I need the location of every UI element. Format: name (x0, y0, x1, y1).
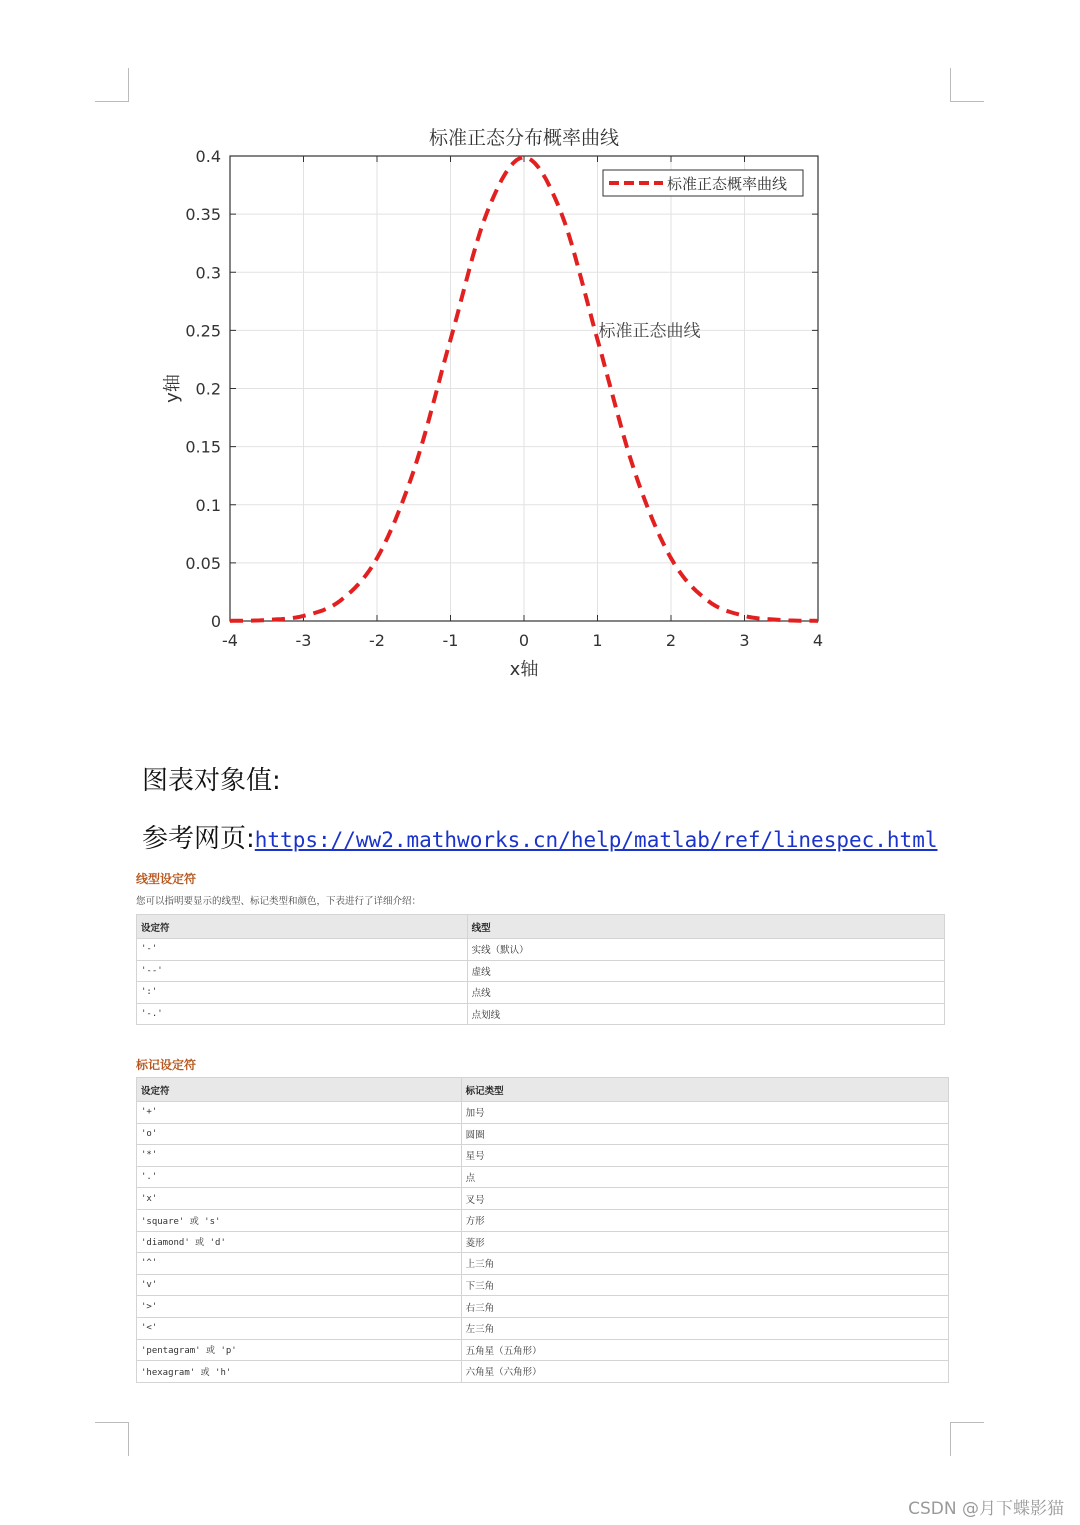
y-tick-label: 0.4 (195, 147, 221, 166)
curve-annotation: 标准正态曲线 (598, 321, 701, 342)
marker-spec-type-cell: 点 (461, 1166, 948, 1188)
marker-spec-type-cell: 加号 (461, 1102, 948, 1124)
marker-spec-type-cell: 五角星（五角形） (461, 1339, 948, 1361)
y-tick-label: 0.25 (185, 321, 221, 341)
line-spec-description: 您可以指明要显示的线型、标记类型和颜色，下表进行了详细介绍： (136, 896, 422, 907)
crop-mark-top-left (95, 68, 129, 102)
x-tick-label: -2 (369, 631, 385, 650)
marker-spec-specifier-cell: 'o' (137, 1123, 462, 1145)
line-spec-specifier-cell: ':' (137, 982, 468, 1004)
crop-mark-bottom-right (950, 1422, 984, 1456)
reference-heading (142, 818, 938, 855)
y-tick-label: 0 (210, 612, 221, 631)
marker-spec-specifier-cell: '>' (137, 1296, 462, 1318)
line-spec-row (137, 939, 945, 961)
marker-spec-specifier-cell: '.' (137, 1166, 462, 1188)
marker-spec-row (137, 1361, 949, 1383)
line-spec-title: 线型设定符 (136, 872, 197, 886)
line-spec-type-cell: 实线（默认） (467, 939, 944, 961)
marker-spec-row (137, 1145, 949, 1167)
marker-spec-type-cell: 左三角 (461, 1317, 948, 1339)
chart-values-heading: 图表对象值: (142, 766, 281, 796)
marker-spec-table (136, 1077, 949, 1383)
marker-spec-row (137, 1123, 949, 1145)
chart-title: 标准正态分布概率曲线 (428, 127, 620, 149)
x-tick-label: -3 (295, 631, 312, 650)
line-spec-header-type: 线型 (467, 915, 944, 939)
line-spec-table (136, 914, 945, 1025)
line-spec-row (137, 960, 945, 982)
x-axis-label: x轴 (509, 659, 539, 680)
marker-spec-row (137, 1296, 949, 1318)
line-spec-row (137, 982, 945, 1004)
marker-spec-row (137, 1339, 949, 1361)
legend-label: 标准正态概率曲线 (667, 175, 788, 193)
marker-spec-row (137, 1253, 949, 1275)
marker-spec-type-cell: 六角星（六角形） (461, 1361, 948, 1383)
y-tick-label: 0.15 (185, 437, 221, 457)
crop-mark-top-right (950, 68, 984, 102)
marker-spec-row (137, 1166, 949, 1188)
normal-distribution-chart (140, 118, 860, 688)
y-tick-label: 0.1 (195, 495, 221, 515)
marker-spec-header-type: 标记类型 (461, 1078, 948, 1102)
y-tick-label: 0.05 (185, 553, 221, 573)
marker-spec-type-cell: 圆圈 (461, 1123, 948, 1145)
marker-spec-type-cell: 下三角 (461, 1274, 948, 1296)
reference-link[interactable]: https://ww2.mathworks.cn/help/matlab/ref/linespec.html (254, 828, 938, 852)
y-tick-label: 0.35 (185, 205, 221, 225)
line-spec-type-cell: 点划线 (467, 1003, 944, 1025)
line-spec-row (137, 1003, 945, 1025)
marker-spec-specifier-cell: 'v' (137, 1274, 462, 1296)
marker-spec-specifier-cell: 'hexagram' 或 'h' (137, 1361, 462, 1383)
line-spec-specifier-cell: '--' (137, 960, 468, 982)
marker-spec-specifier-cell: '+' (137, 1102, 462, 1124)
y-tick-label: 0.3 (195, 263, 221, 283)
reference-label: 参考网页: (142, 824, 255, 854)
marker-spec-specifier-cell: 'x' (137, 1188, 462, 1210)
marker-spec-specifier-cell: '^' (137, 1253, 462, 1275)
y-axis-label: y轴 (162, 374, 183, 403)
line-spec-type-cell: 虚线 (467, 960, 944, 982)
marker-spec-specifier-cell: '<' (137, 1317, 462, 1339)
marker-spec-row (137, 1231, 949, 1253)
line-spec-type-cell: 点线 (467, 982, 944, 1004)
marker-spec-row (137, 1102, 949, 1124)
marker-spec-row (137, 1274, 949, 1296)
line-spec-header-specifier: 设定符 (137, 915, 468, 939)
marker-spec-header-specifier: 设定符 (137, 1078, 462, 1102)
marker-spec-row (137, 1188, 949, 1210)
crop-mark-bottom-left (95, 1422, 129, 1456)
marker-spec-specifier-cell: 'diamond' 或 'd' (137, 1231, 462, 1253)
csdn-watermark: CSDN @月下蝶影猫 (908, 1499, 1064, 1519)
x-tick-label: 2 (665, 631, 677, 650)
marker-spec-specifier-cell: '*' (137, 1145, 462, 1167)
x-tick-label: -4 (222, 631, 238, 650)
x-tick-label: 1 (592, 631, 603, 650)
marker-spec-type-cell: 菱形 (461, 1231, 948, 1253)
x-tick-label: 4 (812, 631, 824, 650)
marker-spec-specifier-cell: 'pentagram' 或 'p' (137, 1339, 462, 1361)
x-tick-label: -1 (442, 631, 459, 650)
y-tick-label: 0.2 (195, 379, 221, 399)
marker-spec-row (137, 1317, 949, 1339)
marker-spec-type-cell: 叉号 (461, 1188, 948, 1210)
line-spec-specifier-cell: '-.' (137, 1003, 468, 1025)
marker-spec-type-cell: 上三角 (461, 1253, 948, 1275)
line-spec-specifier-cell: '-' (137, 939, 468, 961)
marker-spec-type-cell: 右三角 (461, 1296, 948, 1318)
marker-spec-type-cell: 方形 (461, 1209, 948, 1231)
marker-spec-row (137, 1209, 949, 1231)
x-tick-label: 0 (518, 631, 530, 650)
marker-spec-specifier-cell: 'square' 或 's' (137, 1209, 462, 1231)
marker-spec-type-cell: 星号 (461, 1145, 948, 1167)
x-tick-label: 3 (739, 631, 750, 650)
marker-spec-title: 标记设定符 (136, 1058, 197, 1072)
